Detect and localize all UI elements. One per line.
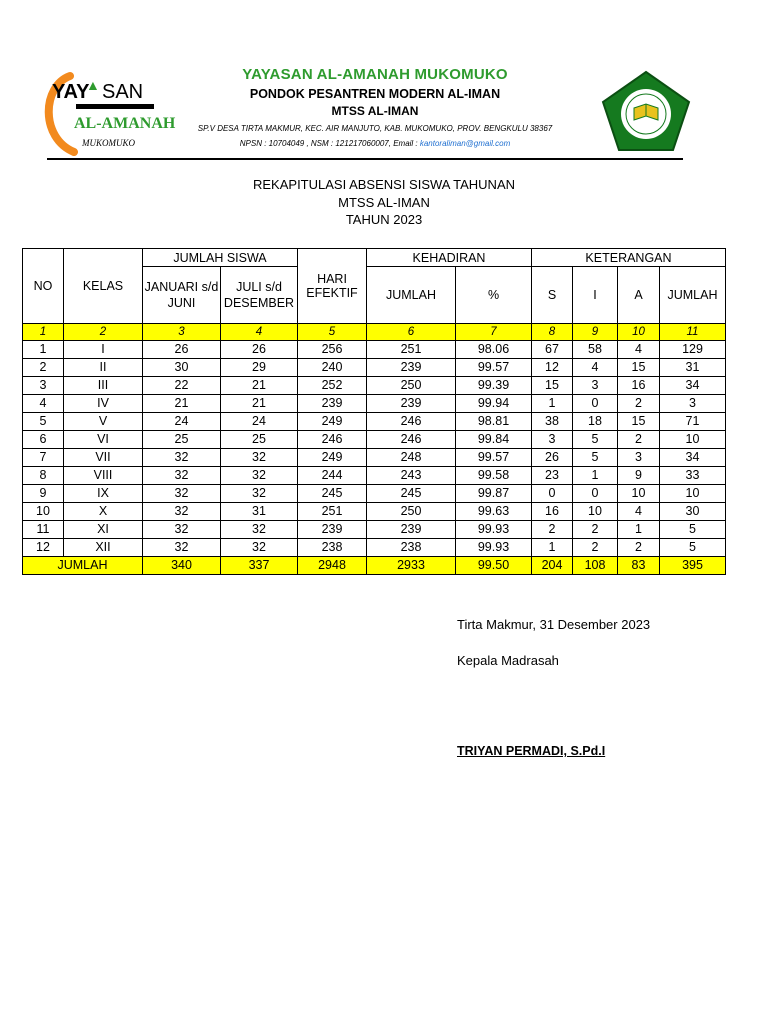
school-address: SP.V DESA TIRTA MAKMUR, KEC. AIR MANJUTO, KAB. MUKOMUKO, PROV. BENGKULU 38367 bbox=[197, 124, 553, 133]
table-cell: 31 bbox=[221, 503, 298, 521]
table-cell: 71 bbox=[660, 413, 726, 431]
table-cell: 252 bbox=[298, 377, 367, 395]
table-cell: 2 bbox=[573, 521, 618, 539]
table-cell: 24 bbox=[143, 413, 221, 431]
table-cell: 34 bbox=[660, 449, 726, 467]
table-cell: 25 bbox=[221, 431, 298, 449]
table-cell: 30 bbox=[660, 503, 726, 521]
table-cell: 26 bbox=[532, 449, 573, 467]
header-kehadiran: KEHADIRAN bbox=[367, 249, 532, 267]
header-no: NO bbox=[23, 249, 64, 324]
table-cell: 246 bbox=[367, 431, 456, 449]
table-cell: 15 bbox=[618, 413, 660, 431]
table-cell: 240 bbox=[298, 359, 367, 377]
table-cell: 99.84 bbox=[456, 431, 532, 449]
table-cell: 9 bbox=[23, 485, 64, 503]
table-cell: 4 bbox=[618, 341, 660, 359]
table-cell: 98.81 bbox=[456, 413, 532, 431]
table-cell: 249 bbox=[298, 413, 367, 431]
table-cell: 9 bbox=[618, 467, 660, 485]
table-cell: 3 bbox=[23, 377, 64, 395]
pondok-name: PONDOK PESANTREN MODERN AL-IMAN bbox=[249, 87, 501, 101]
table-cell: 32 bbox=[143, 503, 221, 521]
table-cell: III bbox=[64, 377, 143, 395]
total-label: JUMLAH bbox=[23, 557, 143, 575]
title-line-1: REKAPITULASI ABSENSI SISWA TAHUNAN bbox=[253, 177, 515, 192]
column-index-cell: 4 bbox=[221, 324, 298, 341]
table-cell: 256 bbox=[298, 341, 367, 359]
header-jan-jun: JANUARI s/d JUNI bbox=[143, 267, 221, 324]
table-cell: 129 bbox=[660, 341, 726, 359]
table-cell: 0 bbox=[573, 395, 618, 413]
school-ids bbox=[170, 139, 580, 148]
table-row bbox=[23, 467, 726, 485]
table-cell: 5 bbox=[660, 539, 726, 557]
table-cell: 32 bbox=[221, 467, 298, 485]
table-cell: 0 bbox=[532, 485, 573, 503]
table-cell: 3 bbox=[660, 395, 726, 413]
table-cell: 99.94 bbox=[456, 395, 532, 413]
table-cell: 26 bbox=[221, 341, 298, 359]
column-index-cell: 3 bbox=[143, 324, 221, 341]
table-cell: 67 bbox=[532, 341, 573, 359]
table-cell: VI bbox=[64, 431, 143, 449]
column-index-cell: 1 bbox=[23, 324, 64, 341]
table-cell: 33 bbox=[660, 467, 726, 485]
table-cell: 10 bbox=[660, 431, 726, 449]
table-cell: 32 bbox=[221, 521, 298, 539]
table-cell: 22 bbox=[143, 377, 221, 395]
table-cell: 250 bbox=[367, 377, 456, 395]
column-index-cell: 6 bbox=[367, 324, 456, 341]
table-cell: 5 bbox=[573, 449, 618, 467]
table-cell: 3 bbox=[532, 431, 573, 449]
table-cell: 23 bbox=[532, 467, 573, 485]
table-row bbox=[23, 431, 726, 449]
table-cell: 15 bbox=[532, 377, 573, 395]
column-index-cell: 10 bbox=[618, 324, 660, 341]
table-cell: 1 bbox=[532, 395, 573, 413]
table-cell: 99.63 bbox=[456, 503, 532, 521]
table-cell: 18 bbox=[573, 413, 618, 431]
table-cell: 4 bbox=[23, 395, 64, 413]
table-cell: V bbox=[64, 413, 143, 431]
header-s: S bbox=[532, 267, 573, 324]
table-row bbox=[23, 521, 726, 539]
header-kelas: KELAS bbox=[64, 249, 143, 324]
table-cell: 21 bbox=[143, 395, 221, 413]
attendance-table bbox=[22, 248, 726, 575]
table-cell: 99.57 bbox=[456, 359, 532, 377]
table-cell: 32 bbox=[143, 485, 221, 503]
table-cell: 239 bbox=[367, 521, 456, 539]
table-cell: 239 bbox=[367, 395, 456, 413]
signer-role: Kepala Madrasah bbox=[457, 653, 559, 668]
table-cell: VII bbox=[64, 449, 143, 467]
table-body bbox=[23, 324, 726, 557]
table-cell: II bbox=[64, 359, 143, 377]
table-cell: 99.93 bbox=[456, 521, 532, 539]
logo-text-yay: YAY bbox=[52, 81, 90, 103]
table-cell: 239 bbox=[367, 359, 456, 377]
table-cell: 246 bbox=[367, 413, 456, 431]
school-name: MTSS AL-IMAN bbox=[331, 104, 419, 118]
table-cell: 98.06 bbox=[456, 341, 532, 359]
table-cell: 239 bbox=[298, 395, 367, 413]
table-cell: 15 bbox=[618, 359, 660, 377]
header-jul-des: JULI s/d DESEMBER bbox=[221, 267, 298, 324]
svg-text:▲: ▲ bbox=[86, 77, 100, 93]
column-index-cell: 2 bbox=[64, 324, 143, 341]
table-cell: 4 bbox=[573, 359, 618, 377]
table-cell: 7 bbox=[23, 449, 64, 467]
header-kehadiran-jumlah: JUMLAH bbox=[367, 267, 456, 324]
table-cell: 32 bbox=[143, 521, 221, 539]
logo-text-mukomuko: MUKOMUKO bbox=[82, 138, 135, 148]
table-cell: 99.57 bbox=[456, 449, 532, 467]
table-cell: XII bbox=[64, 539, 143, 557]
table-cell: 16 bbox=[618, 377, 660, 395]
letterhead bbox=[170, 66, 580, 148]
letterhead-divider bbox=[47, 158, 683, 160]
madrasah-emblem bbox=[600, 70, 692, 152]
table-cell: 34 bbox=[660, 377, 726, 395]
table-cell: 12 bbox=[532, 359, 573, 377]
table-cell: 10 bbox=[618, 485, 660, 503]
total-row bbox=[23, 557, 726, 575]
table-cell: 32 bbox=[221, 539, 298, 557]
yayasan-name: YAYASAN AL-AMANAH MUKOMUKO bbox=[242, 66, 508, 83]
table-cell: XI bbox=[64, 521, 143, 539]
total-cell: 83 bbox=[618, 557, 660, 575]
column-index-row bbox=[23, 324, 726, 341]
table-cell: 2 bbox=[618, 431, 660, 449]
email-link[interactable]: kantoraliman@gmail.com bbox=[419, 139, 511, 148]
table-cell: 16 bbox=[532, 503, 573, 521]
table-cell: 58 bbox=[573, 341, 618, 359]
total-cell: 99.50 bbox=[456, 557, 532, 575]
total-cell: 2933 bbox=[367, 557, 456, 575]
header-keterangan: KETERANGAN bbox=[532, 249, 726, 267]
table-row bbox=[23, 413, 726, 431]
table-row bbox=[23, 395, 726, 413]
table-cell: 249 bbox=[298, 449, 367, 467]
table-cell: 244 bbox=[298, 467, 367, 485]
table-cell: 2 bbox=[532, 521, 573, 539]
table-cell: 38 bbox=[532, 413, 573, 431]
table-cell: X bbox=[64, 503, 143, 521]
header-a: A bbox=[618, 267, 660, 324]
place-date: Tirta Makmur, 31 Desember 2023 bbox=[457, 617, 651, 632]
total-cell: 337 bbox=[221, 557, 298, 575]
table-row bbox=[23, 377, 726, 395]
table-cell: 32 bbox=[221, 449, 298, 467]
table-cell: 251 bbox=[367, 341, 456, 359]
table-cell: 26 bbox=[143, 341, 221, 359]
table-cell: 250 bbox=[367, 503, 456, 521]
header-kehadiran-pct: % bbox=[456, 267, 532, 324]
table-cell: 5 bbox=[660, 521, 726, 539]
table-cell: 2 bbox=[618, 395, 660, 413]
table-cell: 99.93 bbox=[456, 539, 532, 557]
table-cell: 12 bbox=[23, 539, 64, 557]
column-index-cell: 5 bbox=[298, 324, 367, 341]
table-cell: 243 bbox=[367, 467, 456, 485]
table-cell: 251 bbox=[298, 503, 367, 521]
table-cell: 99.39 bbox=[456, 377, 532, 395]
table-cell: VIII bbox=[64, 467, 143, 485]
table-cell: 238 bbox=[367, 539, 456, 557]
total-cell: 340 bbox=[143, 557, 221, 575]
table-row bbox=[23, 485, 726, 503]
table-cell: IV bbox=[64, 395, 143, 413]
table-cell: 99.87 bbox=[456, 485, 532, 503]
table-row bbox=[23, 341, 726, 359]
table-cell: 1 bbox=[618, 521, 660, 539]
table-cell: 99.58 bbox=[456, 467, 532, 485]
table-cell: 10 bbox=[23, 503, 64, 521]
table-cell: 1 bbox=[23, 341, 64, 359]
table-cell: 8 bbox=[23, 467, 64, 485]
table-cell: 32 bbox=[143, 539, 221, 557]
table-cell: 30 bbox=[143, 359, 221, 377]
column-index-cell: 8 bbox=[532, 324, 573, 341]
table-cell: 246 bbox=[298, 431, 367, 449]
table-cell: 29 bbox=[221, 359, 298, 377]
table-cell: 10 bbox=[660, 485, 726, 503]
table-cell: 3 bbox=[618, 449, 660, 467]
table-row bbox=[23, 449, 726, 467]
table-cell: 25 bbox=[143, 431, 221, 449]
table-cell: 1 bbox=[532, 539, 573, 557]
document-title bbox=[0, 176, 768, 229]
table-cell: 1 bbox=[573, 467, 618, 485]
table-cell: 10 bbox=[573, 503, 618, 521]
table-cell: 238 bbox=[298, 539, 367, 557]
table-cell: 2 bbox=[23, 359, 64, 377]
yayasan-logo bbox=[40, 68, 176, 156]
column-index-cell: 7 bbox=[456, 324, 532, 341]
total-cell: 204 bbox=[532, 557, 573, 575]
table-cell: 32 bbox=[143, 449, 221, 467]
header-keterangan-jumlah: JUMLAH bbox=[660, 267, 726, 324]
header-hari-efektif: HARI EFEKTIF bbox=[298, 249, 367, 324]
table-cell: 21 bbox=[221, 377, 298, 395]
table-cell: I bbox=[64, 341, 143, 359]
table-cell: 6 bbox=[23, 431, 64, 449]
total-cell: 108 bbox=[573, 557, 618, 575]
table-row bbox=[23, 359, 726, 377]
logo-text-san: SAN bbox=[102, 81, 144, 103]
table-cell: 245 bbox=[367, 485, 456, 503]
table-cell: 2 bbox=[618, 539, 660, 557]
table-cell: 11 bbox=[23, 521, 64, 539]
total-cell: 395 bbox=[660, 557, 726, 575]
title-line-2: MTSS AL-IMAN bbox=[338, 194, 430, 210]
table-cell: 3 bbox=[573, 377, 618, 395]
title-line-3: TAHUN 2023 bbox=[345, 212, 423, 227]
header-jumlah-siswa: JUMLAH SISWA bbox=[143, 249, 298, 267]
table-cell: 2 bbox=[573, 539, 618, 557]
table-row bbox=[23, 503, 726, 521]
table-row bbox=[23, 539, 726, 557]
table-cell: 5 bbox=[573, 431, 618, 449]
signer-name: TRIYAN PERMADI, S.Pd.I bbox=[457, 744, 606, 758]
table-cell: 24 bbox=[221, 413, 298, 431]
table-cell: IX bbox=[64, 485, 143, 503]
table-cell: 239 bbox=[298, 521, 367, 539]
table-cell: 248 bbox=[367, 449, 456, 467]
table-cell: 0 bbox=[573, 485, 618, 503]
table-cell: 32 bbox=[221, 485, 298, 503]
npsn-nsm: NPSN : 10704049 , NSM : 121217060007, Email : bbox=[239, 139, 420, 148]
table-cell: 32 bbox=[143, 467, 221, 485]
table-cell: 21 bbox=[221, 395, 298, 413]
table-cell: 31 bbox=[660, 359, 726, 377]
total-cell: 2948 bbox=[298, 557, 367, 575]
column-index-cell: 11 bbox=[660, 324, 726, 341]
table-cell: 5 bbox=[23, 413, 64, 431]
column-index-cell: 9 bbox=[573, 324, 618, 341]
header-i: I bbox=[573, 267, 618, 324]
table-cell: 245 bbox=[298, 485, 367, 503]
table-cell: 4 bbox=[618, 503, 660, 521]
logo-text-al-amanah: AL-AMANAH bbox=[74, 115, 176, 132]
